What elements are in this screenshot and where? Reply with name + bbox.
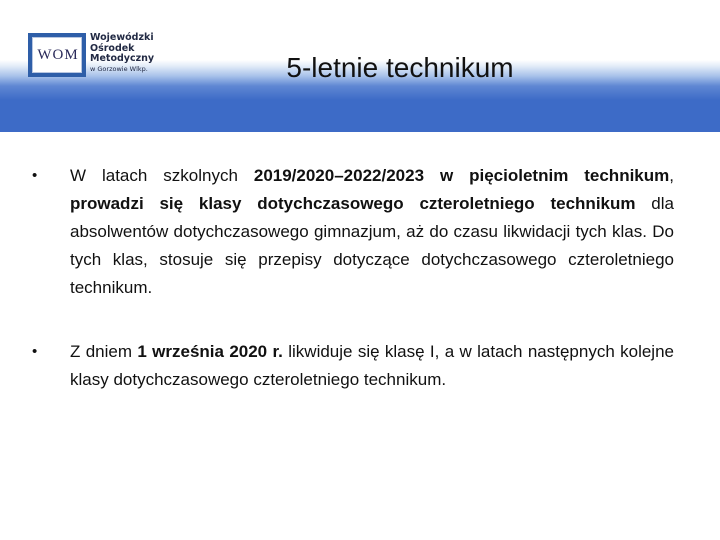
- slide-title: 5-letnie technikum: [286, 52, 514, 83]
- bullet-marker: •: [32, 343, 38, 360]
- bullet-marker: •: [32, 167, 38, 184]
- logo-subline: w Gorzowie Wlkp.: [90, 64, 148, 73]
- bullet-bold-text: prowadzi się klasy dotychczasowego czteroletniego technikum: [70, 194, 636, 213]
- bullet-bold-text: 2019/2020–2022/2023 w pięcioletnim technikum: [253, 166, 670, 185]
- wom-logo: [28, 33, 164, 77]
- logo-emblem: [28, 33, 86, 77]
- logo-mark: WOM: [37, 47, 79, 63]
- bullet-text: dla absolwentów dotychczasowego gimnazjum, aż do czasu likwidacji tych klas. Do tych klas, stosuje się przepisy dotyczące dotychczasowego czteroletniego technikum.: [70, 194, 674, 297]
- slide-header: [0, 0, 720, 132]
- logo-line-3: Metodyczny: [90, 53, 155, 64]
- bullet-text: ,: [669, 166, 674, 185]
- bullet-bold-text: 1 września 2020 r.: [137, 342, 283, 361]
- logo-line-1: Wojewódzki: [90, 32, 154, 43]
- bullet-text: Z dniem: [70, 342, 138, 361]
- slide-content: [30, 162, 674, 430]
- logo-text: [90, 33, 166, 74]
- bullet-text: likwiduje się klasę I, a w latach następnych kolejne klasy dotychczasowego czteroletniego technikum.: [70, 342, 674, 389]
- bullet-item-2: [30, 338, 674, 394]
- bullet-text: W latach szkolnych: [70, 166, 254, 185]
- logo-line-2: Ośrodek: [90, 42, 135, 54]
- bullet-item-1: [30, 162, 674, 302]
